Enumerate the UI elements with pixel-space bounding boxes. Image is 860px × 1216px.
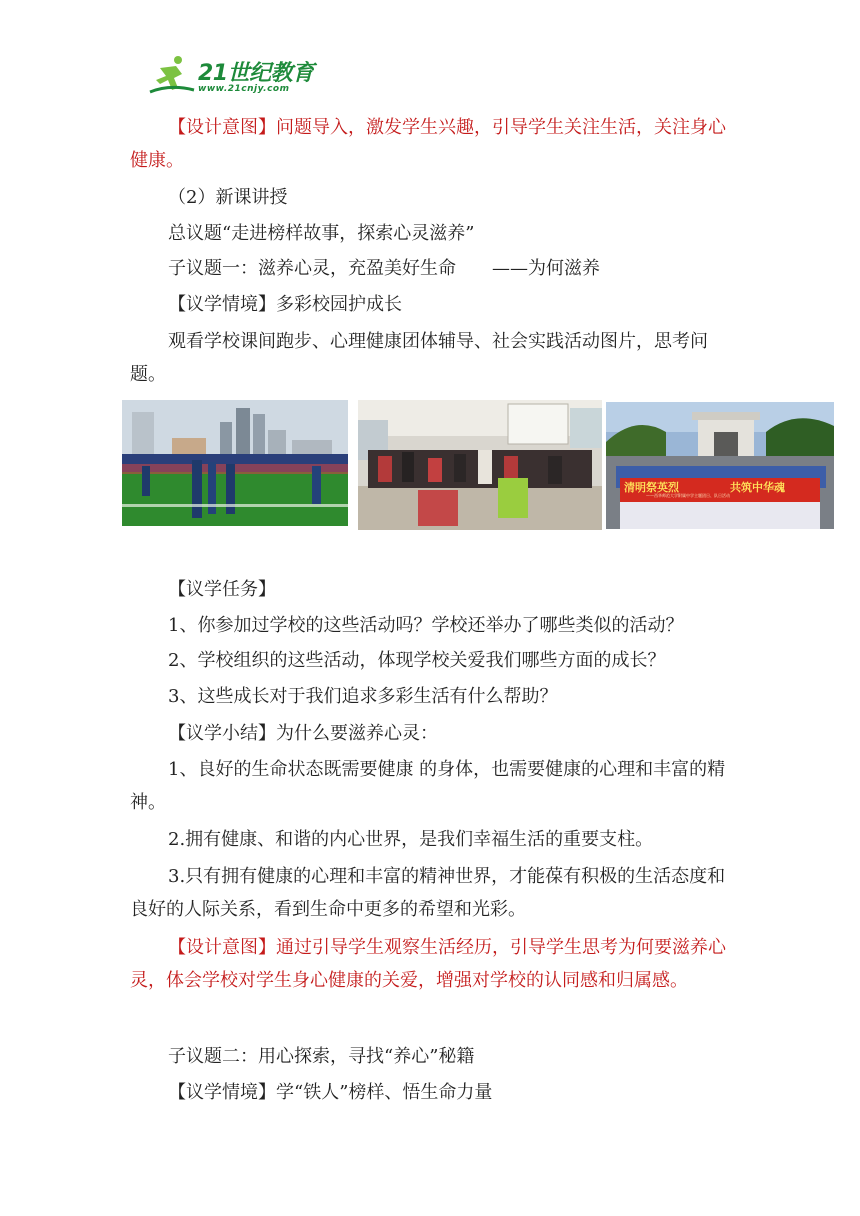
design-intent-tag-2: 【设计意图】 <box>168 937 276 958</box>
summary-point-1: 1、良好的生命状态既需要健康 的身体，也需要健康的心理和丰富的精神。 <box>130 759 726 813</box>
task-3: 3、这些成长对于我们追求多彩生活有什么帮助？ <box>168 686 558 707</box>
design-intent-tag: 【设计意图】 <box>168 117 276 138</box>
design-intent-paragraph-2 <box>130 931 732 997</box>
summary-point-3: 3.只有拥有健康的心理和丰富的精神世界，才能葆有积极的生活态度和良好的人际关系，看到生命中更多的希望和光彩。 <box>130 866 726 920</box>
learning-context-2 <box>130 1076 732 1109</box>
section-heading-new-lesson: （2）新课讲授 <box>168 187 288 208</box>
runner-logo-icon <box>148 54 198 96</box>
task-1: 1、你参加过学校的这些活动吗？学校还举办了哪些类似的活动？ <box>168 615 684 636</box>
learning-context-tag-2: 【议学情境】 <box>168 1082 276 1103</box>
banner-sub-text: ——西华师范大学附属中学主题团日、队日活动 <box>646 493 730 498</box>
learning-summary <box>130 717 732 750</box>
task-2: 2、学校组织的这些活动，体现学校关爱我们哪些方面的成长？ <box>168 650 666 671</box>
learning-context-text: 多彩校园护成长 <box>276 294 402 315</box>
logo-brand-text: 21世纪教育 <box>198 61 314 86</box>
main-topic: 总议题“走进榜样故事，探索心灵滋养” <box>168 223 475 244</box>
sub-topic-1: 子议题一：滋养心灵，充盈美好生命 ——为何滋养 <box>168 258 600 279</box>
photo-memorial-activity <box>606 402 834 529</box>
learning-context-text-2: 学“铁人”榜样、悟生命力量 <box>276 1082 493 1103</box>
learning-tasks-heading: 【议学任务】 <box>168 579 276 600</box>
banner-text-2: 共筑中华魂 <box>730 481 785 494</box>
photo-group-counseling <box>358 400 602 530</box>
design-intent-text-2: 通过引导学生观察生活经历，引导学生思考为何要滋养心灵，体会学校对学生身心健康的关爱，增强对学校的认同感和归属感。 <box>130 937 726 991</box>
design-intent-text: 问题导入，激发学生兴趣，引导学生关注生活，关注身心健康。 <box>130 117 726 171</box>
photo-campus-running <box>122 400 348 526</box>
logo-url-text: www.21cnjy.com <box>198 84 290 94</box>
observe-instruction: 观看学校课间跑步、心理健康团体辅导、社会实践活动图片，思考问题。 <box>130 331 708 385</box>
learning-context-1 <box>130 288 732 321</box>
learning-summary-text: 为什么要滋养心灵： <box>276 723 438 744</box>
banner-text-1: 清明祭英烈 <box>624 481 679 494</box>
site-logo <box>148 54 318 98</box>
learning-summary-tag: 【议学小结】 <box>168 723 276 744</box>
design-intent-paragraph-1 <box>130 111 732 177</box>
learning-context-tag: 【议学情境】 <box>168 294 276 315</box>
sub-topic-2: 子议题二：用心探索，寻找“养心”秘籍 <box>168 1046 475 1067</box>
summary-point-2: 2.拥有健康、和谐的内心世界，是我们幸福生活的重要支柱。 <box>168 829 654 850</box>
